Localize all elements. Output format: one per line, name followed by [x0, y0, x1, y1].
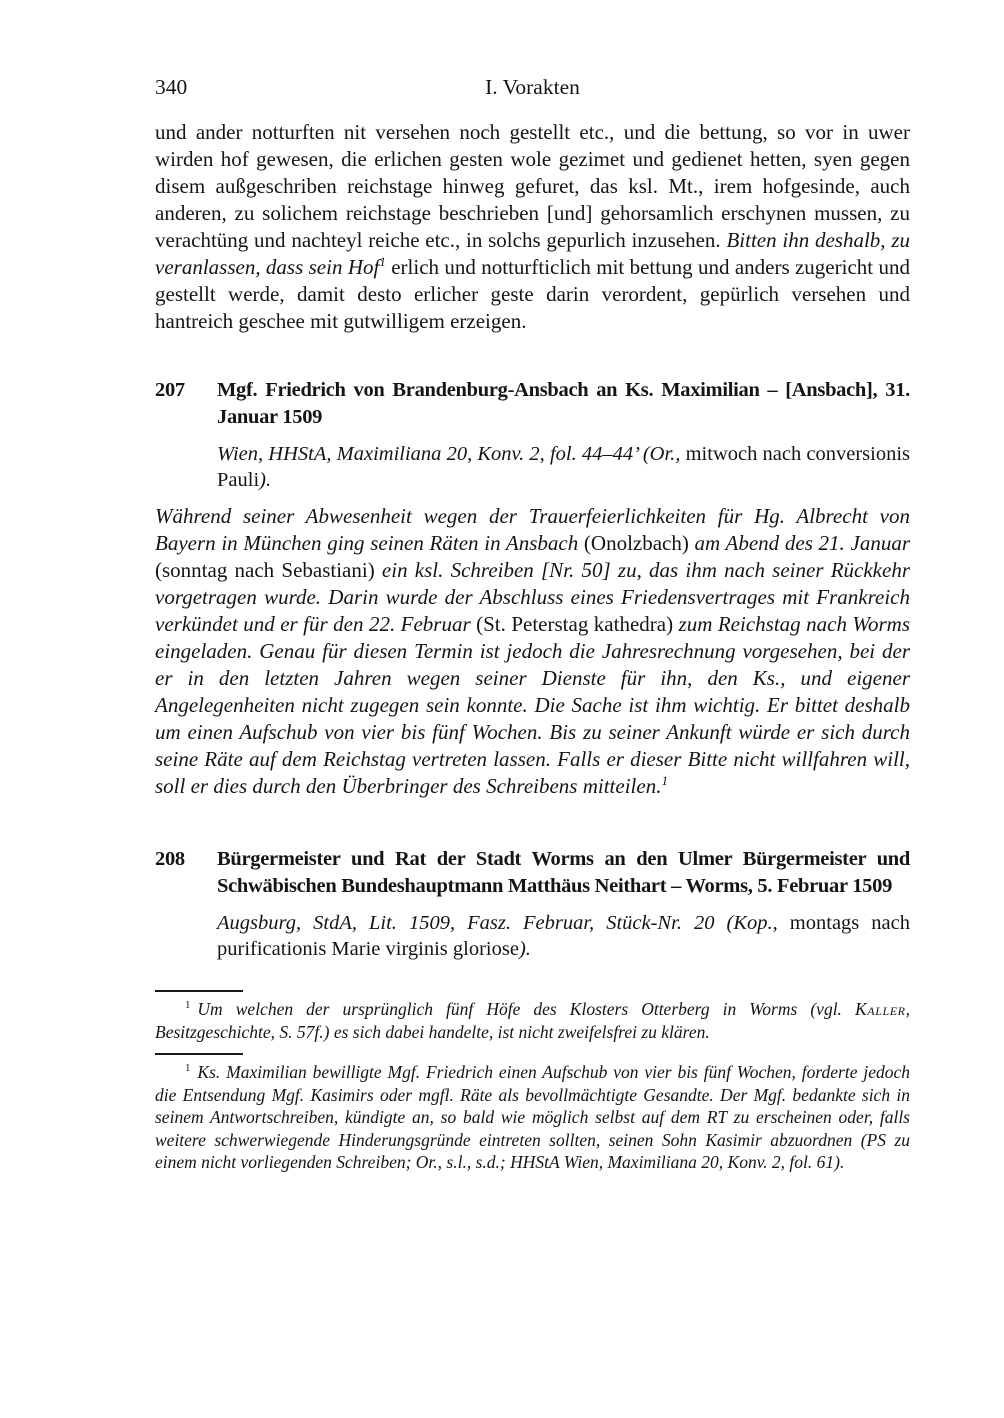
summary-roman-1: (Onolzbach): [583, 531, 689, 555]
entry-208: [155, 846, 910, 962]
footnote-2-marker: 1: [185, 1062, 191, 1075]
summary-footnote-number: 1: [661, 773, 668, 788]
entry-207-heading: [155, 377, 910, 431]
footnote-1: [155, 998, 910, 1043]
summary-italic-4: zum Reichstag nach Worms eingeladen. Genau für diesen Termin ist jedoch die Jahresrechnung vorgesehen, bei der er in den letzten Jahren wegen seiner Dienste für ihn, den Ks., und eigener Angelegenheiten nicht zugegen sein konnte. Die Sache ist ihm wichtig. Er bittet deshalb um einen Aufschub von vier bis fünf Wochen. Bis zu seiner Ankunft würde er sich durch seine Räte auf dem Reichstag vertreten lassen. Falls er dieser Bitte nicht willfahren will, soll er dies durch den Überbringer des Schreibens mitteilen.: [155, 612, 910, 798]
summary-footnote-reference: [661, 773, 668, 788]
opening-paragraph-roman-2: erlich und notturfticlich mit bettung und anders zugericht und gestellt werde, damit desto erlicher geste darin verordent, gepürlich versehen und hantreich geschee mit gutwilligem erzeigen.: [155, 255, 910, 333]
summary-italic-3: ein ksl. Schreiben [Nr. 50] zu, das ihm nach seiner Rückkehr vorgetragen wurde. Darin wurde der Abschluss eines Friedensvertrages mit Frankreich verkündet und er für den 22. Februar: [155, 558, 911, 636]
footnote-reference-number: 1: [379, 254, 386, 269]
footnote-2-text: Ks. Maximilian bewilligte Mgf. Friedrich einen Aufschub von vier bis fünf Wochen, forderte jedoch die Entsendung Mgf. Kasimirs oder mgfl. Räte als bevollmächtigte Gesandte. Der Mgf. bedankte sich in seinem Antwortschreiben, kündigte an, so bald wie möglich selbst auf dem RT zu erscheinen oder, falls weitere schwerwiegende Hinderungsgründe eintreten sollten, seinen Sohn Kasimir abzuordnen (PS zu einem nicht vorliegenden Schreiben; Or., s.l., s.d.; HHStA Wien, Maximiliana 20, Konv. 2, fol. 61).: [155, 1062, 910, 1172]
opening-paragraph-italic: Bitten ihn deshalb, zu veranlassen, dass sein Hof: [155, 228, 910, 279]
entry-207-source-date: mitwoch nach conversionis Pauli: [217, 443, 910, 491]
entry-207-source-close: ).: [259, 469, 272, 491]
entry-208-number: 208: [155, 848, 185, 870]
summary-italic-2: am Abend des 21. Januar: [688, 531, 910, 555]
summary-roman-2: (sonntag nach Sebastiani): [155, 558, 375, 582]
entry-208-source-close: ).: [518, 938, 531, 960]
footnote-1-text-b: , Besitzgeschichte, S. 57f.) es sich dabei handelte, ist nicht zweifelsfrei zu klären.: [155, 999, 910, 1042]
entry-207: [155, 377, 910, 800]
entry-208-title: Bürgermeister und Rat der Stadt Worms an den Ulmer Bürgermeister und Schwäbischen Bundeshauptmann Matthäus Neithart – Worms, 5. Februar 1509: [217, 848, 910, 897]
page-number: 340: [155, 75, 188, 99]
entry-208-source-archive: Augsburg, StdA, Lit. 1509, Fasz. Februar, Stück-Nr. 20 (Kop.,: [217, 912, 778, 934]
entry-208-source: [155, 910, 910, 962]
footnote-1-marker: 1: [185, 999, 191, 1012]
footnote-block-2: [155, 1053, 910, 1174]
opening-paragraph-roman-1: und ander notturften nit versehen noch gestellt etc., und die bettung, so vor in uwer wirden hof gewesen, die erlichen gesten wole gezimet und gedienet hetten, syen gegen disem außgeschriben reichstage hinweg gefuret, das ksl. Mt., irem hofgesinde, auch anderen, zu solichem reichstage beschrieben [und] gehorsamlich erschynen mussen, zu verachtüng und nachteyl reiche etc., in solchs gepurlich inzusehen.: [155, 120, 910, 252]
opening-paragraph: [155, 119, 910, 335]
running-header: I. Vorakten: [485, 75, 580, 99]
footnote-separator-rule: [155, 1053, 243, 1055]
entry-207-source-archive: Wien, HHStA, Maximiliana 20, Konv. 2, fol. 44–44’ (Or.,: [217, 443, 681, 465]
entry-207-summary: [155, 503, 910, 800]
entry-207-number: 207: [155, 379, 185, 401]
page-header: [155, 74, 910, 101]
summary-roman-3: (St. Peterstag kathedra): [476, 612, 674, 636]
footnotes-section: [155, 990, 910, 1174]
footnote-separator-rule: [155, 990, 243, 992]
footnote-1-text-a: Um welchen der ursprünglich fünf Höfe des Klosters Otterberg in Worms (vgl.: [197, 999, 855, 1019]
footnote-2: [155, 1061, 910, 1174]
entry-208-source-date: montags nach purificationis Marie virginis gloriose: [217, 912, 910, 960]
footnote-1-author-smallcaps: Kaller: [855, 999, 906, 1019]
summary-italic-1: Während seiner Abwesenheit wegen der Trauerfeierlichkeiten für Hg. Albrecht von Bayern in München ging seinen Räten in Ansbach: [155, 504, 910, 555]
entry-207-source: [155, 441, 910, 493]
footnote-block-1: [155, 990, 910, 1043]
entry-207-title: Mgf. Friedrich von Brandenburg-Ansbach an Ks. Maximilian – [Ansbach], 31. Januar 1509: [217, 379, 910, 428]
entry-208-heading: [155, 846, 910, 900]
